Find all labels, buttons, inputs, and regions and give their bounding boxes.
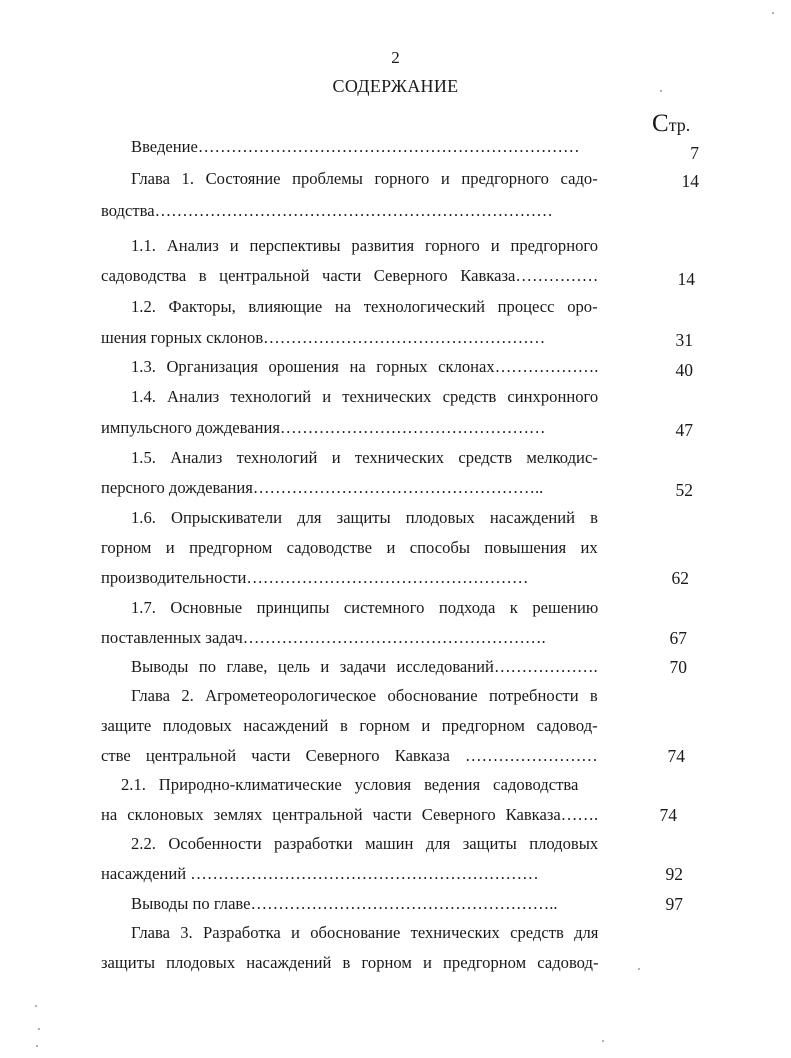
toc-line: стве центральной части Северного Кавказа …………………… [101,746,598,765]
toc-line: 1.5. Анализ технологий и технических средств мелкодис- [131,448,598,467]
toc-line: 1.4. Анализ технологий и технических средств синхронного [131,387,599,406]
toc-line: Введение…………………………………………………………… [131,137,580,156]
scan-speck [36,1045,38,1047]
toc-line: Глава 1. Состояние проблемы горного и предгорного садо- [131,169,598,188]
page-column-header-first-letter: С [652,110,669,137]
page-column-header [652,110,690,138]
toc-line: Глава 3. Разработка и обоснование технических средств для [131,923,599,942]
toc-page-number: 47 [675,420,693,440]
toc-line: Выводы по главе……………………………………………….. [131,894,558,913]
toc-line: 1.2. Факторы, влияющие на технологический процесс оро- [131,297,598,316]
toc-line: импульсного дождевания………………………………………… [101,418,546,437]
toc-line: насаждений ……………………………………………………… [101,864,539,883]
toc-line: защиты плодовых насаждений в горном и предгорном садовод- [101,953,599,972]
toc-page-number: 70 [669,657,687,677]
toc-line: Выводы по главе, цель и задачи исследований………………. [131,657,598,676]
toc-line: 1.7. Основные принципы системного подхода к решению [131,598,599,617]
toc-line: садоводства в центральной части Северного Кавказа…………… [101,266,599,285]
scan-speck [38,1028,40,1030]
page-title: СОДЕРЖАНИЕ [332,76,459,96]
toc-page-number: 74 [659,805,677,825]
toc-page-number: 40 [675,360,693,380]
toc-page-number: 62 [671,568,689,588]
page-column-header-rest: тр. [668,115,691,135]
toc-line: горном и предгорном садоводстве и способы повышения их [101,538,598,557]
toc-page-number: 14 [677,269,695,289]
toc-line: производительности…………………………………………… [101,568,529,587]
toc-line: водства……………………………………………………………… [101,201,553,220]
toc-line: персного дождевания…………………………………………….. [101,478,544,497]
toc-line: 2.1. Природно-климатические условия ведения садоводства [121,775,579,794]
toc-page-number: 92 [665,864,683,884]
toc-line: 1.1. Анализ и перспективы развития горного и предгорного [131,236,599,255]
scan-speck [660,90,662,92]
toc-page-number: 52 [675,480,693,500]
toc-line: 2.2. Особенности разработки машин для защиты плодовых [131,834,599,853]
toc-line: 1.3. Организация орошения на горных склонах………………. [131,357,599,376]
toc-page-number: 31 [675,330,693,350]
toc-page-number: 74 [667,746,685,766]
toc-page-number: 67 [669,628,687,648]
page-number: 2 [391,48,400,67]
toc-page-number: 97 [665,894,683,914]
toc-line: поставленных задач………………………………………………. [101,628,546,647]
toc-line: шения горных склонов…………………………………………… [101,328,546,347]
toc-page-number: 7 [690,143,699,163]
scan-speck [602,1040,604,1042]
scan-speck [772,12,774,14]
scan-speck [35,1005,37,1007]
toc-page-number: 14 [681,171,699,191]
scan-speck [638,968,640,970]
toc-line: защите плодовых насаждений в горном и предгорном садовод- [101,716,598,735]
toc-line: Глава 2. Агрометеорологическое обоснование потребности в [131,686,598,705]
toc-line: 1.6. Опрыскиватели для защиты плодовых насаждений в [131,508,598,527]
toc-line: на склоновых землях центральной части Северного Кавказа……. [101,805,599,824]
